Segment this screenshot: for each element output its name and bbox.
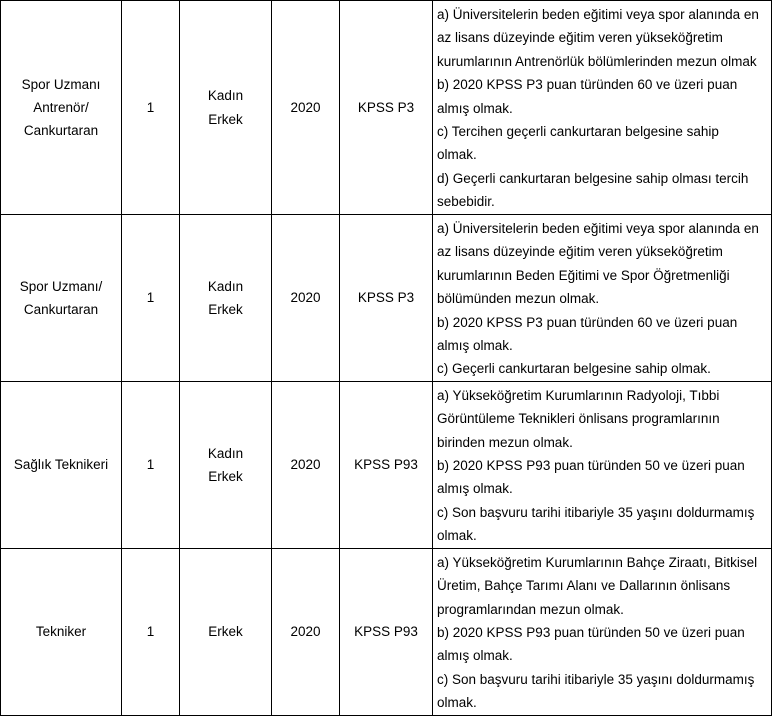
gender-cell <box>180 1 272 215</box>
requirement-line: Görüntüleme Teknikleri önlisans programlarının <box>437 411 720 427</box>
requirement-line: almış olmak. <box>437 481 513 497</box>
requirement-line: b) 2020 KPSS P93 puan türünden 50 ve üzeri puan <box>437 624 745 640</box>
table-row <box>1 548 772 715</box>
position-title-line: Spor Uzmanı/ <box>19 278 103 294</box>
requirements-cell <box>433 548 772 715</box>
gender-cell <box>180 215 272 382</box>
requirement-line: a) Yükseköğretim Kurumlarının Bahçe Ziraatı, Bitkisel <box>437 554 758 570</box>
requirement-line: olmak. <box>437 695 477 711</box>
position-count-cell: 1 <box>122 1 180 215</box>
requirement-line: c) Son başvuru tarihi itibariyle 35 yaşını doldurmamış <box>437 504 755 520</box>
gender-line: Erkek <box>208 468 243 484</box>
position-count-cell: 1 <box>122 215 180 382</box>
kpss-score-type-cell: KPSS P93 <box>340 381 433 548</box>
gender-line: Erkek <box>208 301 243 317</box>
position-title-cell <box>1 1 122 215</box>
gender-cell <box>180 381 272 548</box>
requirement-line: birinden mezun olmak. <box>437 434 573 450</box>
kpss-score-type-cell: KPSS P3 <box>340 1 433 215</box>
gender-line: Kadın <box>207 278 244 294</box>
requirement-line: kurumlarının Antrenörlük bölümlerinden mezun olmak <box>437 53 757 69</box>
requirement-line: c) Tercihen geçerli cankurtaran belgesine sahip <box>437 124 719 140</box>
requirement-line: b) 2020 KPSS P3 puan türünden 60 ve üzeri puan <box>437 314 738 330</box>
table-row <box>1 1 772 215</box>
position-title-cell <box>1 548 122 715</box>
exam-year-cell: 2020 <box>272 548 340 715</box>
requirement-line: olmak. <box>437 147 477 163</box>
requirement-line: a) Yükseköğretim Kurumlarının Radyoloji, Tıbbi <box>437 387 720 403</box>
position-count-cell: 1 <box>122 381 180 548</box>
requirement-line: programlarından mezun olmak. <box>437 601 624 617</box>
requirement-line: b) 2020 KPSS P3 puan türünden 60 ve üzeri puan <box>437 77 738 93</box>
requirement-line: almış olmak. <box>437 100 513 116</box>
position-title-cell <box>1 381 122 548</box>
table-row <box>1 381 772 548</box>
requirement-line: az lisans düzeyinde eğitim veren yükseköğretim <box>437 30 723 46</box>
requirement-line: a) Üniversitelerin beden eğitimi veya spor alanında en <box>437 221 759 236</box>
requirements-cell <box>433 381 772 548</box>
gender-line: Erkek <box>208 111 243 127</box>
requirement-line: almış olmak. <box>437 338 513 354</box>
position-count-cell: 1 <box>122 548 180 715</box>
gender-line: Kadın <box>207 88 244 104</box>
position-title-line: Cankurtaran <box>23 301 99 317</box>
requirement-line: az lisans düzeyinde eğitim veren yükseköğretim <box>437 244 723 260</box>
exam-year-cell: 2020 <box>272 1 340 215</box>
gender-line: Kadın <box>207 445 244 461</box>
gender-line: Erkek <box>208 624 243 639</box>
kpss-score-type-cell: KPSS P93 <box>340 548 433 715</box>
requirement-line: sebebidir. <box>437 194 495 210</box>
exam-year-cell: 2020 <box>272 381 340 548</box>
position-title-line: Tekniker <box>35 624 87 639</box>
position-title-cell <box>1 215 122 382</box>
requirement-line: olmak. <box>437 528 477 544</box>
requirements-cell <box>433 1 772 215</box>
exam-year-cell: 2020 <box>272 215 340 382</box>
requirement-line: almış olmak. <box>437 648 513 664</box>
position-title-line: Sağlık Teknikeri <box>13 457 109 473</box>
position-title-line: Cankurtaran <box>23 123 99 139</box>
kpss-score-type-cell: KPSS P3 <box>340 215 433 382</box>
requirements-cell <box>433 215 772 382</box>
requirement-line: a) Üniversitelerin beden eğitimi veya spor alanında en <box>437 7 759 22</box>
requirement-line: c) Geçerli cankurtaran belgesine sahip olmak. <box>437 361 711 377</box>
gender-cell <box>180 548 272 715</box>
requirement-line: kurumlarının Beden Eğitimi ve Spor Öğretmenliği <box>437 267 730 283</box>
position-title-line: Antrenör/ <box>33 99 89 115</box>
requirement-line: b) 2020 KPSS P93 puan türünden 50 ve üzeri puan <box>437 458 745 474</box>
table-row <box>1 215 772 382</box>
requirement-line: Üretim, Bahçe Tarımı Alanı ve Dallarının önlisans <box>437 578 731 594</box>
requirement-line: d) Geçerli cankurtaran belgesine sahip olması tercih <box>437 170 749 186</box>
positions-table-body <box>1 1 772 716</box>
requirement-line: bölümünden mezun olmak. <box>437 291 600 307</box>
position-title-line: Spor Uzmanı <box>21 76 101 92</box>
requirement-line: c) Son başvuru tarihi itibariyle 35 yaşını doldurmamış <box>437 671 755 687</box>
